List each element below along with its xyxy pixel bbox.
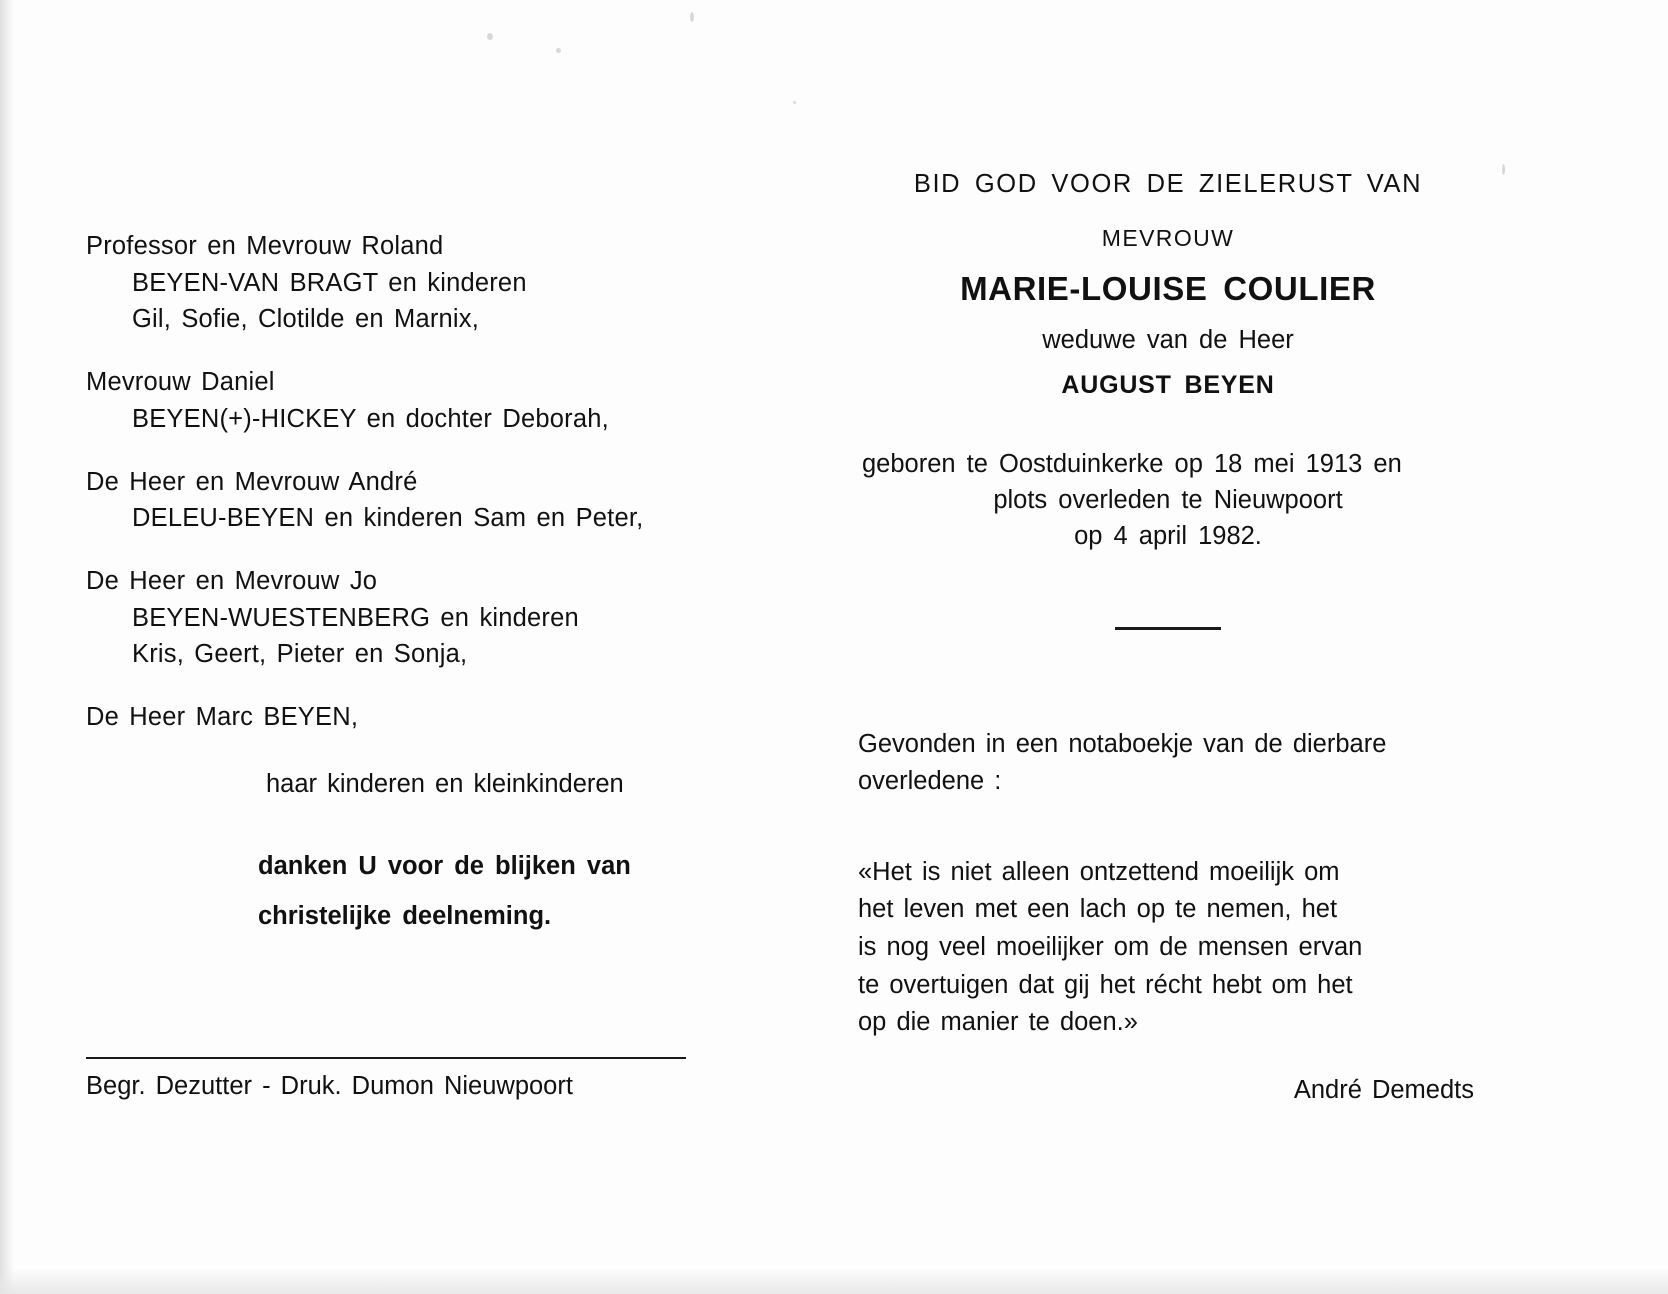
scan-speck: [793, 101, 796, 104]
printer-credit: Begr. Dezutter - Druk. Dumon Nieuwpoort: [86, 1072, 573, 1100]
death-line-2: op 4 april 1982.: [1074, 522, 1262, 551]
quotation-attribution: André Demedts: [1293, 1076, 1474, 1105]
family-entry-line: BEYEN-VAN BRAGT en kinderen: [132, 268, 527, 297]
scan-speck: [556, 48, 561, 53]
footer-divider: [86, 1057, 686, 1059]
family-entry: [86, 364, 706, 437]
family-entry-line: De Heer en Mevrouw André: [86, 467, 418, 496]
quotation-line: het leven met een lach op te nemen, het: [858, 895, 1338, 924]
notebook-note-line: overledene :: [858, 766, 1002, 795]
family-entry: [86, 228, 706, 338]
memorial-panel: [858, 170, 1478, 1105]
family-entry-line: Kris, Geert, Pieter en Sonja,: [132, 640, 468, 669]
family-entry: [86, 699, 706, 736]
death-line-1: plots overleden te Nieuwpoort: [993, 486, 1343, 515]
notebook-note-line: Gevonden in een notaboekje van de dierbare: [858, 729, 1387, 758]
quotation-line: is nog veel moeilijker om de mensen ervan: [858, 933, 1363, 962]
family-entry-line: DELEU-BEYEN en kinderen Sam en Peter,: [132, 504, 644, 533]
husband-name: AUGUST BEYEN: [1061, 371, 1275, 399]
scan-speck: [690, 12, 694, 22]
family-entry-line: De Heer en Mevrouw Jo: [86, 567, 378, 596]
quotation-line: «Het is niet alleen ontzettend moeilijk om: [858, 857, 1340, 886]
life-dates: [858, 446, 1478, 555]
family-entry-line: De Heer Marc BEYEN,: [86, 703, 359, 732]
honorific: MEVROUW: [1101, 225, 1235, 251]
thanks-line-2: christelijke deelneming.: [258, 901, 552, 930]
prayer-heading: BID GOD VOOR DE ZIELERUST VAN: [913, 170, 1423, 198]
family-entry-line: Professor en Mevrouw Roland: [86, 232, 444, 260]
family-entry-line: Mevrouw Daniel: [86, 368, 275, 397]
birth-line: geboren te Oostduinkerke op 18 mei 1913 en: [862, 450, 1402, 478]
notebook-note: [858, 726, 1478, 800]
section-divider: [1115, 627, 1221, 630]
quotation-line: te overtuigen dat gij het récht hebt om het: [858, 970, 1353, 999]
scan-speck: [487, 33, 493, 40]
family-entry: [86, 563, 706, 673]
thanks-line-1: danken U voor de blijken van: [258, 852, 631, 880]
deceased-name: MARIE-LOUISE COULIER: [960, 270, 1376, 307]
family-entry-line: BEYEN-WUESTENBERG en kinderen: [132, 603, 579, 632]
family-entry-line: Gil, Sofie, Clotilde en Marnix,: [132, 305, 479, 334]
family-listing: [86, 228, 706, 799]
scan-speck: [1502, 164, 1505, 175]
family-entry-line: BEYEN(+)-HICKEY en dochter Deborah,: [132, 404, 609, 433]
quotation-line: op die manier te doen.»: [858, 1008, 1138, 1037]
widow-of-label: weduwe van de Heer: [1042, 326, 1294, 354]
thanks-message: [258, 842, 728, 941]
descendants-line: haar kinderen en kleinkinderen: [266, 769, 624, 798]
family-entry: [86, 464, 706, 537]
quotation: [858, 854, 1478, 1043]
